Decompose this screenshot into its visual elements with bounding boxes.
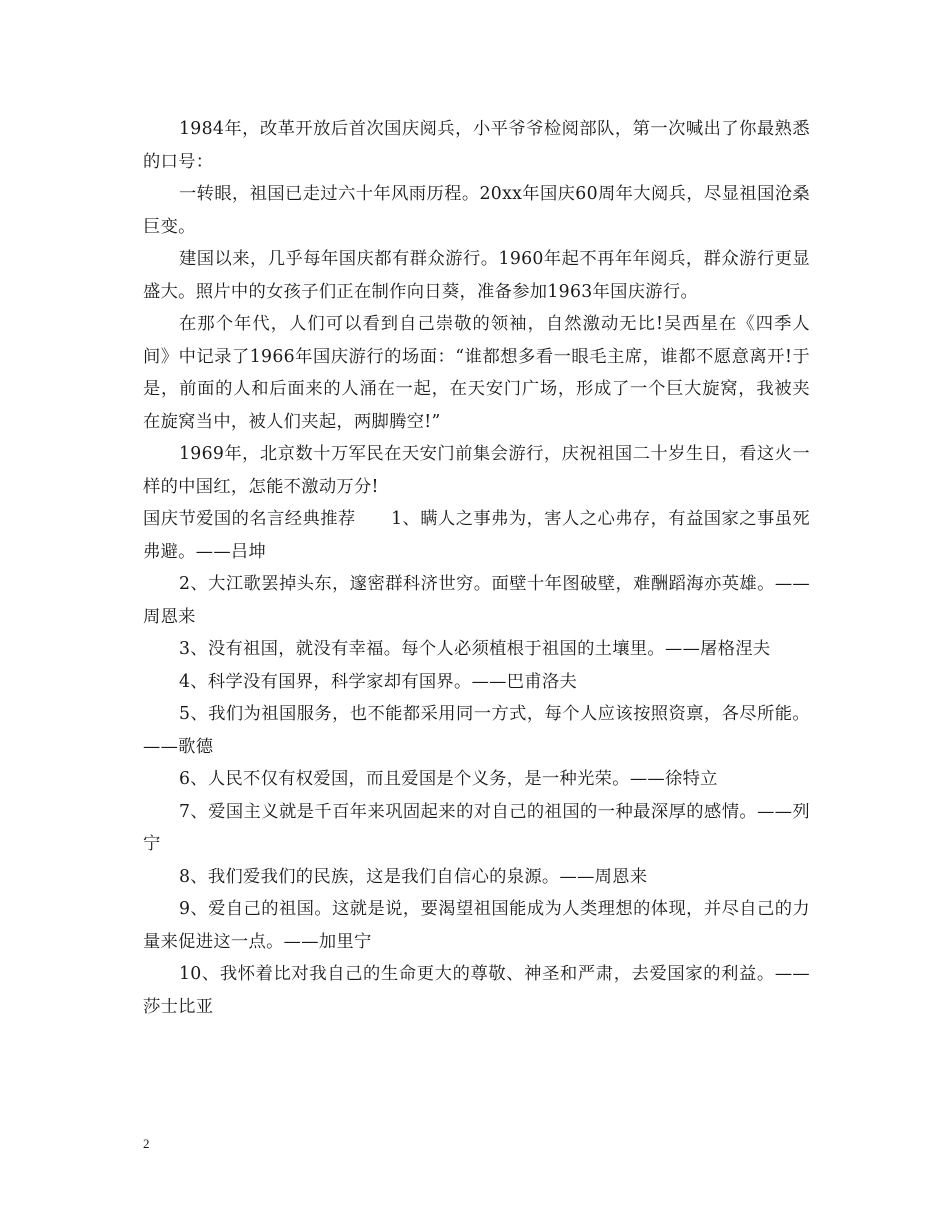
paragraph: 一转眼，祖国已走过六十年风雨历程。20xx年国庆60周年大阅兵，尽显祖国沧桑巨变。 [143,184,810,237]
page-number: 2 [143,1136,150,1151]
document-body [143,113,810,1023]
paragraph: 1969年，北京数十万军民在天安门前集会游行，庆祝祖国二十岁生日，看这火一样的中国红，怎能不激动万分! [143,444,810,497]
section-heading-paragraph: 国庆节爱国的名言经典推荐 1、瞒人之事弗为，害人之心弗存，有益国家之事虽死弗避。——吕坤 [143,509,810,562]
quote-item: 8、我们爱我们的民族，这是我们自信心的泉源。——周恩来 [179,866,648,887]
quote-item: 9、爱自己的祖国。这就是说，要渴望祖国能成为人类理想的体现，并尽自己的力量来促进这一点。——加里宁 [143,899,810,952]
paragraph: 在那个年代，人们可以看到自己崇敬的领袖，自然激动无比!吴西星在《四季人间》中记录了1966年国庆游行的场面：“谁都想多看一眼毛主席，谁都不愿意离开!于是，前面的人和后面来的人涌在一起，在天安门广场，形成了一个巨大旋窝，我被夹在旋窝当中，被人们夹起，两脚腾空!” [143,314,810,432]
quote-item: 10、我怀着比对我自己的生命更大的尊敬、神圣和严肃，去爱国家的利益。——莎士比亚 [143,964,810,1017]
quote-item: 2、大江歌罢掉头东，邃密群科济世穷。面壁十年图破壁，难酬蹈海亦英雄。——周恩来 [143,574,810,627]
quote-item: 5、我们为祖国服务，也不能都采用同一方式，每个人应该按照资禀，各尽所能。——歌德 [143,704,810,757]
paragraph: 1984年，改革开放后首次国庆阅兵，小平爷爷检阅部队，第一次喊出了你最熟悉的口号： [143,119,810,172]
quote-item: 4、科学没有国界，科学家却有国界。——巴甫洛夫 [179,671,578,692]
quote-item: 3、没有祖国，就没有幸福。每个人必须植根于祖国的土壤里。——屠格涅夫 [179,639,771,659]
quote-item: 7、爱国主义就是千百年来巩固起来的对自己的祖国的一种最深厚的感情。——列宁 [143,801,810,854]
quote-item: 6、人民不仅有权爱国，而且爱国是个义务，是一种光荣。——徐特立 [179,769,718,789]
paragraph: 建国以来，几乎每年国庆都有群众游行。1960年起不再年年阅兵，群众游行更显盛大。照片中的女孩子们正在制作向日葵，准备参加1963年国庆游行。 [143,249,810,302]
